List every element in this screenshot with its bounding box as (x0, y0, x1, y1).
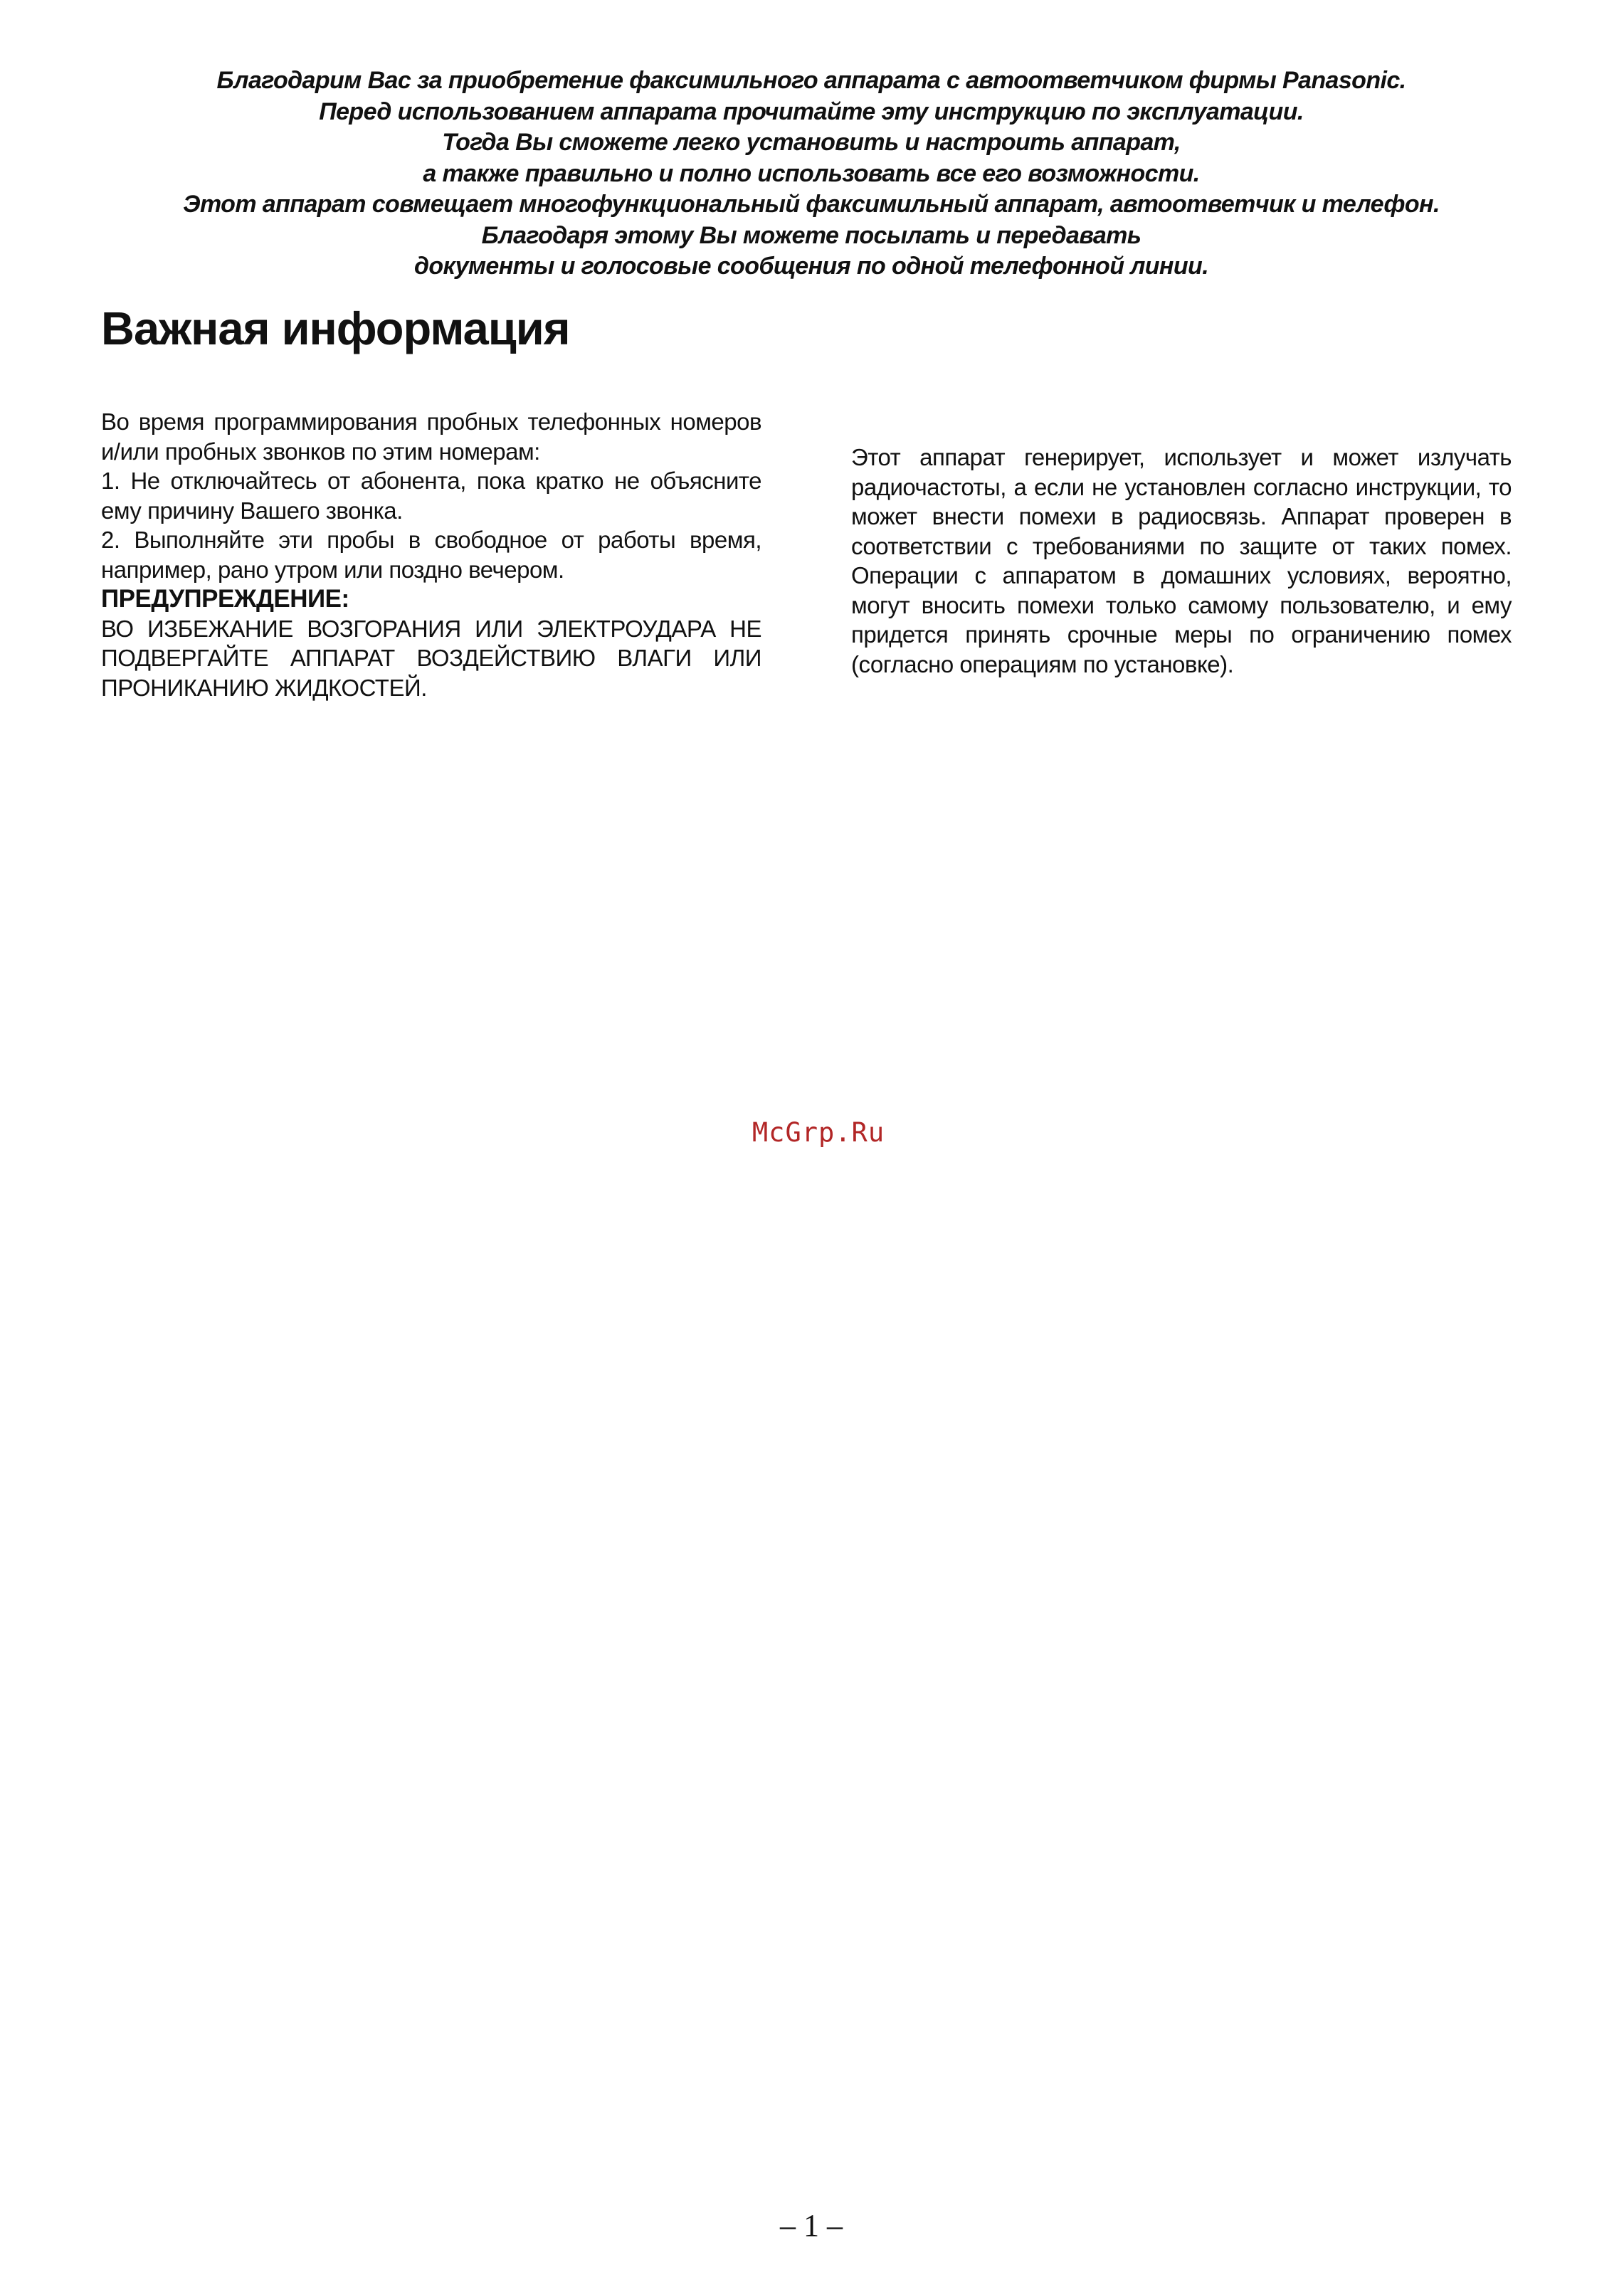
interference-paragraph: Этот аппарат генерирует, использует и может излучать радиочастоты, а если не установлен согласно инструкции, то может внести помехи в радиосвязь. Аппарат проверен в соответствии с требованиями по защите от таких помех. Операции с аппаратом в домашних условиях, вероятно, могут вносить помехи только самому пользователю, и ему придется принять срочные меры по ограничению помех (согласно операциям по установке). (851, 444, 1512, 677)
warning-text: ВО ИЗБЕЖАНИЕ ВОЗГОРАНИЯ ИЛИ ЭЛЕКТРОУДАРА НЕ ПОДВЕРГАЙТЕ АППАРАТ ВОЗДЕЙСТВИЮ ВЛАГИ ИЛИ ПРОНИКАНИЮ ЖИДКОСТЕЙ. (101, 615, 761, 701)
page-number: – 1 – (780, 2208, 843, 2243)
watermark: McGrp.Ru (752, 1117, 885, 1148)
left-column (101, 407, 761, 702)
intro-line: Благодаря этому Вы можете посылать и передавать (481, 221, 1141, 249)
right-column (851, 443, 1512, 679)
list-item: 1. Не отключайтесь от абонента, пока кратко не объясните ему причину Вашего звонка. (101, 468, 761, 524)
intro-line: Тогда Вы сможете легко установить и настроить аппарат, (442, 129, 1181, 156)
intro-text (85, 65, 1537, 283)
intro-line: Перед использованием аппарата прочитайте эту инструкцию по эксплуатации. (319, 97, 1304, 125)
intro-line: Благодарим Вас за приобретение факсимильного аппарата с автоответчиком фирмы Panasonic. (216, 67, 1406, 94)
intro-line: Этот аппарат совмещает многофункциональный факсимильный аппарат, автоответчик и телефон. (183, 191, 1440, 218)
intro-paragraph: Во время программирования пробных телефонных номеров и/или пробных звонков по этим номерам: (101, 408, 761, 465)
intro-line: документы и голосовые сообщения по одной телефонной линии. (413, 253, 1209, 280)
section-heading: Важная информация (101, 302, 570, 354)
list-item: 2. Выполняйте эти пробы в свободное от работы время, например, рано утром или поздно вечером. (101, 527, 761, 583)
warning-title: ПРЕДУПРЕЖДЕНИЕ: (101, 585, 349, 613)
intro-line: а также правильно и полно использовать все его возможности. (423, 159, 1200, 187)
